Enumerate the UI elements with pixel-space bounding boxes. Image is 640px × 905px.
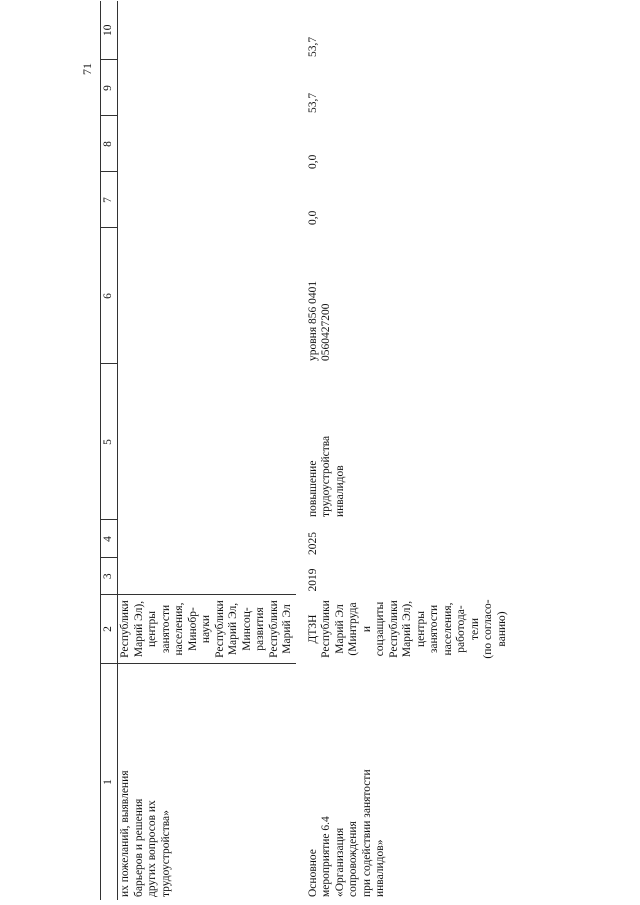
- text-line: трудоустройства: [320, 435, 332, 517]
- text-line: занятости: [428, 604, 440, 654]
- value-col-9: 53,7: [306, 92, 319, 113]
- text-line: повышение: [306, 460, 319, 517]
- text-line: центры: [146, 610, 158, 648]
- text-line: Республики: [387, 600, 400, 658]
- program-table: [100, 1, 510, 900]
- text-line: науки: [200, 614, 212, 644]
- text-line: населения,: [173, 602, 185, 656]
- text-line: Марий Эл: [333, 604, 346, 654]
- measure-name: [306, 664, 511, 901]
- text-line: населения,: [441, 602, 454, 656]
- executors: [306, 595, 511, 664]
- column-number-row: [101, 1, 118, 900]
- header-col-9: 9: [101, 60, 118, 116]
- text-line: Республики: [119, 600, 131, 658]
- text-line: тели: [468, 617, 481, 641]
- header-col-1: 1: [101, 664, 118, 901]
- header-col-10: 10: [101, 1, 118, 60]
- header-col-7: 7: [101, 172, 118, 228]
- text-line: ванию): [495, 611, 508, 647]
- header-col-2: 2: [101, 595, 118, 664]
- text-line: других вопросов их: [146, 800, 158, 897]
- value-col-10: 53,7: [306, 36, 319, 57]
- text-line: ДТЗН: [306, 614, 319, 644]
- text-line: трудоустройства»: [159, 810, 172, 897]
- text-line: занятости: [159, 604, 172, 654]
- text-line: при содействии занятости: [360, 769, 373, 897]
- text-line: центры: [414, 610, 427, 648]
- text-line: Республики: [267, 600, 280, 658]
- continued-measure-name: [118, 664, 296, 901]
- end-year: 2025: [306, 532, 319, 555]
- text-line: барьеров и решения: [132, 798, 145, 897]
- text-line: инвалидов»: [374, 839, 386, 897]
- text-line: инвалидов: [333, 465, 346, 517]
- value-col-7: 0,0: [306, 210, 319, 225]
- start-year: 2019: [306, 568, 319, 592]
- text-line: (Минтруда: [347, 602, 359, 656]
- text-line: (по согласо-: [482, 599, 494, 659]
- budget-code: [306, 228, 511, 364]
- header-col-8: 8: [101, 116, 118, 172]
- text-line: Марий Эл),: [132, 600, 145, 658]
- text-line: и соцзащиты: [360, 601, 386, 657]
- text-line: развития: [254, 607, 266, 651]
- continued-executors: [118, 595, 296, 664]
- text-line: работода-: [455, 605, 467, 653]
- text-line: «Организация: [333, 827, 346, 897]
- header-col-4: 4: [101, 520, 118, 558]
- text-line: Республики: [320, 600, 332, 658]
- value-col-8: 0,0: [306, 154, 319, 169]
- table-row-measure-6-4: [306, 1, 511, 900]
- text-line: Марий Эл),: [401, 600, 413, 658]
- page-number: 71: [80, 63, 94, 75]
- text-line: Минобр-: [186, 607, 199, 651]
- text-line: мероприятие 6.4: [320, 816, 332, 897]
- text-line: их пожеланий, выявления: [119, 770, 131, 897]
- header-col-5: 5: [101, 364, 118, 520]
- table-row-continued: [118, 1, 296, 900]
- text-line: Республики: [213, 600, 226, 658]
- header-col-3: 3: [101, 558, 118, 595]
- text-line: сопровождения: [347, 821, 359, 897]
- text-line: Основное: [306, 849, 319, 897]
- expected-result: [306, 364, 511, 520]
- budget-code-value: 856 0401 0560427200: [306, 280, 332, 361]
- text-line: Марий Эл,: [227, 602, 239, 656]
- text-line: уровня: [306, 326, 319, 361]
- header-col-6: 6: [101, 228, 118, 364]
- text-line: Марий Эл: [281, 604, 293, 654]
- text-line: Минсоц-: [240, 607, 253, 651]
